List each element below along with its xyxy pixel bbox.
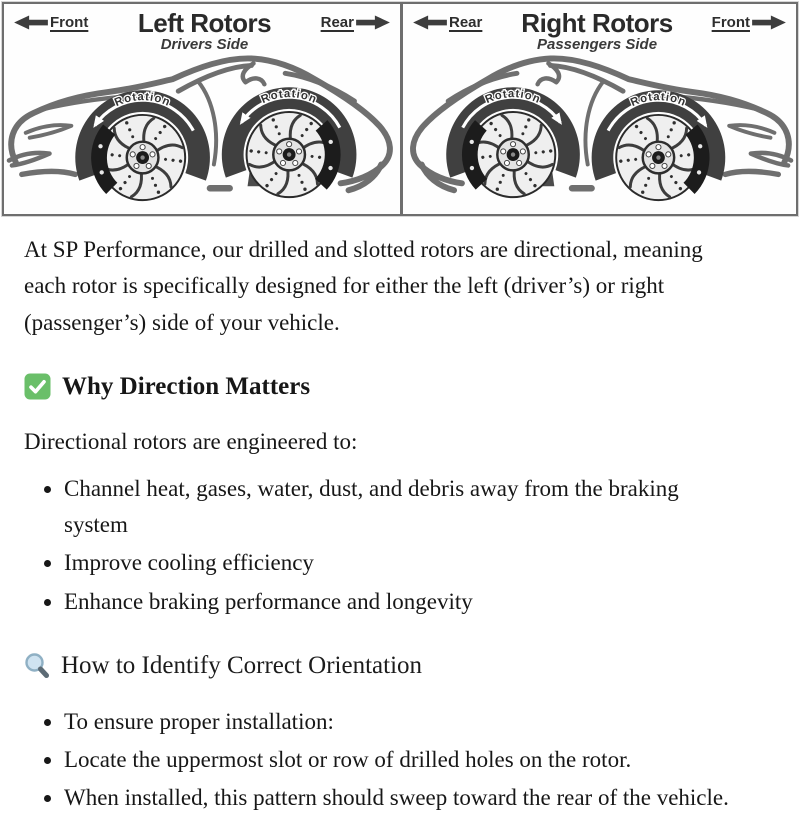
- arrow-left-icon: [14, 15, 48, 30]
- rear-direction: [321, 10, 390, 31]
- magnifying-glass-icon: [24, 652, 50, 679]
- front-direction: [14, 10, 88, 31]
- rotor-direction-diagram: [2, 2, 798, 216]
- benefits-list: [24, 471, 776, 620]
- front-direction: [712, 10, 786, 31]
- panel-subtitle: Passengers Side: [536, 36, 658, 54]
- section-heading-identify-orientation: [24, 646, 776, 686]
- svg-text:Rotation: Rotation: [112, 91, 173, 110]
- left-rotors-panel: [4, 4, 400, 214]
- section-title: Why Direction Matters: [62, 372, 311, 400]
- article-body: [0, 218, 800, 817]
- list-item: • To ensure proper installation:: [64, 704, 754, 740]
- panel-subtitle: Drivers Side: [160, 36, 249, 54]
- right-rotors-panel: [400, 4, 796, 214]
- check-mark-icon: [24, 373, 51, 400]
- intro-paragraph: At SP Performance, our drilled and slotted rotors are directional, meaning each rotor is specifically designed for either the left (driver’s) or right (passenger’s) side of your vehicle.: [24, 237, 703, 335]
- section-heading-why-direction-matters: [24, 367, 776, 407]
- section-lead: Directional rotors are engineered to:: [24, 429, 358, 455]
- panel-title: Left Rotors: [137, 8, 272, 38]
- section-title: How to Identify Correct Orientation: [61, 652, 423, 680]
- front-label: Front: [711, 14, 750, 31]
- list-item: • Improve cooling efficiency: [64, 545, 704, 581]
- svg-text:Rotation: Rotation: [483, 88, 543, 107]
- list-item: • Channel heat, gases, water, dust, and debris away from the braking system: [64, 471, 704, 544]
- arrow-left-icon: [413, 15, 447, 30]
- rear-direction: [413, 10, 482, 31]
- rear-label: Rear: [449, 14, 483, 31]
- svg-text:Rotation: Rotation: [628, 90, 688, 110]
- right-panel-header: [403, 8, 796, 53]
- left-panel-header: [4, 8, 400, 53]
- svg-text:Rotation: Rotation: [259, 88, 319, 107]
- arrow-right-icon: [356, 15, 390, 30]
- list-item: • When installed, this pattern should sweep toward the rear of the vehicle.: [64, 780, 754, 816]
- list-item: • Locate the uppermost slot or row of drilled holes on the rotor.: [64, 742, 754, 778]
- rear-label: Rear: [320, 14, 354, 31]
- arrow-right-icon: [752, 15, 786, 30]
- front-label: Front: [50, 14, 89, 31]
- list-item: • Enhance braking performance and longevity: [64, 584, 704, 620]
- panel-title: Right Rotors: [521, 8, 673, 38]
